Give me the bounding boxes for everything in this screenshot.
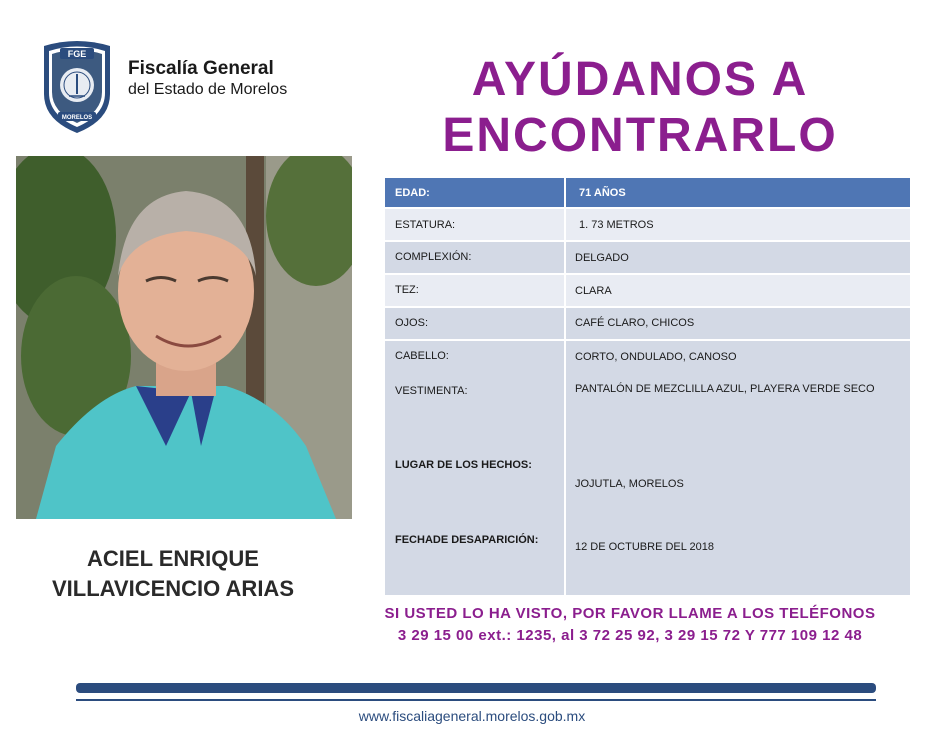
table-row <box>385 275 910 306</box>
place-label: LUGAR DE LOS HECHOS: <box>395 459 532 471</box>
age-label: EDAD: <box>395 187 430 199</box>
hair-value: CORTO, ONDULADO, CANOSO <box>575 351 737 363</box>
headline-line1: AYÚDANOS A <box>471 53 809 106</box>
clothing-value: PANTALÓN DE MEZCLILLA AZUL, PLAYERA VERDE SECO <box>575 383 875 395</box>
clothing-label: VESTIMENTA: <box>395 385 468 397</box>
date-value: 12 DE OCTUBRE DEL 2018 <box>575 541 714 553</box>
details-table <box>385 178 910 595</box>
footer-divider-thin <box>76 699 876 701</box>
eyes-value: CAFÉ CLARO, CHICOS <box>575 317 695 329</box>
person-name-line2: VILLAVICENCIO ARIAS <box>51 576 294 601</box>
date-label: FECHADE DESAPARICIÓN: <box>395 534 539 546</box>
footer-divider-thick <box>76 683 876 693</box>
hair-label: CABELLO: <box>395 350 449 362</box>
skin-value: CLARA <box>575 285 612 297</box>
eyes-label: OJOS: <box>395 317 429 329</box>
callout-phones: 3 29 15 00 ext.: 1235, al 3 72 25 92, 3 29 15 72 Y 777 109 12 48 <box>397 627 863 644</box>
build-value: DELGADO <box>575 252 629 264</box>
build-label: COMPLEXIÓN: <box>395 251 472 263</box>
org-name: Fiscalía General <box>128 58 274 79</box>
age-value: 71 AÑOS <box>579 187 626 199</box>
skin-label: TEZ: <box>395 284 419 296</box>
place-value: JOJUTLA, MORELOS <box>575 478 684 490</box>
website-link[interactable]: www.fiscaliageneral.morelos.gob.mx <box>358 708 586 724</box>
logo-acronym: FGE <box>67 49 87 59</box>
fge-logo <box>38 38 116 134</box>
org-subtitle: del Estado de Morelos <box>128 81 288 98</box>
missing-person-photo <box>16 156 352 519</box>
callout-line1: SI USTED LO HA VISTO, POR FAVOR LLAME A LOS TELÉFONOS <box>384 605 876 622</box>
headline-line2: ENCONTRARLO <box>442 109 838 162</box>
logo-state: MORELOS <box>61 115 93 121</box>
height-label: ESTATURA: <box>395 219 456 231</box>
table-header-row <box>385 178 910 207</box>
person-name-line1: ACIEL ENRIQUE <box>87 546 259 571</box>
height-value: 1. 73 METROS <box>579 219 654 231</box>
